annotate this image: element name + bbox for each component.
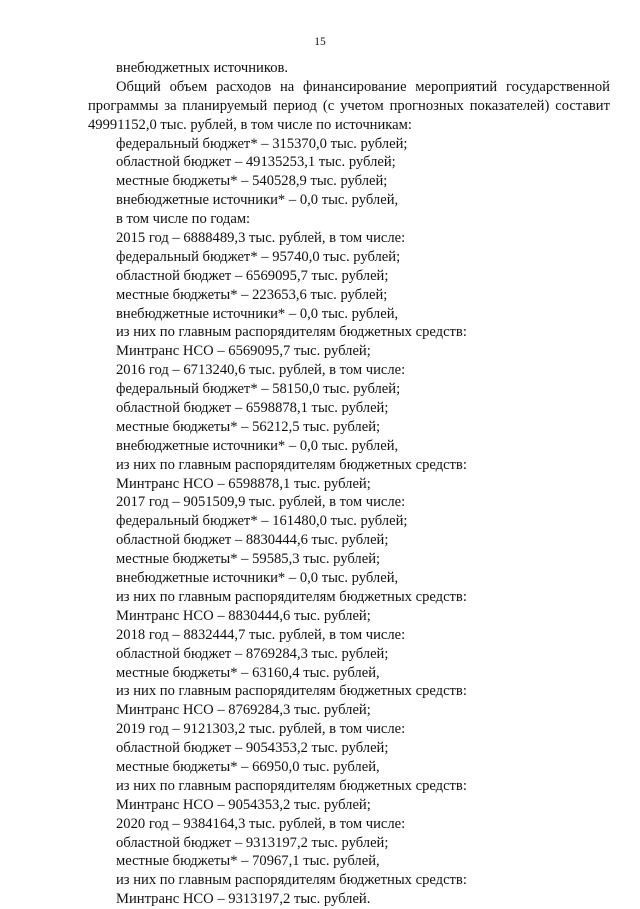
text-line: в том числе по годам:	[116, 211, 251, 228]
text-line: внебюджетные источники* – 0,0 тыс. рублей,	[116, 305, 399, 322]
year-heading-2019: 2019 год – 9121303,2 тыс. рублей, в том числе:	[116, 721, 406, 738]
text-line: Минтранс НСО – 6598878,1 тыс. рублей;	[116, 475, 371, 492]
text-line: федеральный бюджет* – 58150,0 тыс. рублей;	[116, 381, 401, 398]
page-number: 15	[314, 36, 326, 48]
paragraph-total-line-1: Общий объем расходов на финансирование мероприятий государственной	[116, 78, 610, 95]
text-line: местные бюджеты* – 66950,0 тыс. рублей,	[116, 758, 380, 775]
year-heading-2017: 2017 год – 9051509,9 тыс. рублей, в том числе:	[116, 494, 406, 511]
text-line: областной бюджет – 6598878,1 тыс. рублей;	[116, 400, 389, 417]
text-line: внебюджетные источники* – 0,0 тыс. рублей,	[116, 437, 399, 454]
text-line: Минтранс НСО – 8769284,3 тыс. рублей;	[116, 702, 371, 719]
text-line: местные бюджеты* – 70967,1 тыс. рублей,	[116, 853, 380, 870]
document-body	[88, 59, 610, 909]
text-line: местные бюджеты* – 56212,5 тыс. рублей;	[116, 418, 381, 435]
text-line: из них по главным распорядителям бюджетных средств:	[116, 588, 467, 605]
paragraph-total-line-3: 49991152,0 тыс. рублей, в том числе по источникам:	[88, 116, 412, 133]
text-line: местные бюджеты* – 59585,3 тыс. рублей;	[116, 551, 381, 568]
year-heading-2018: 2018 год – 8832444,7 тыс. рублей, в том числе:	[116, 626, 406, 643]
paragraph-total-line-2: программы за планируемый период (с учетом прогнозных показателей) составит	[88, 97, 610, 114]
text-line: федеральный бюджет* – 161480,0 тыс. рублей;	[116, 513, 408, 530]
text-line: федеральный бюджет* – 95740,0 тыс. рублей;	[116, 248, 401, 265]
text-line: областной бюджет – 9313197,2 тыс. рублей;	[116, 834, 389, 851]
text-line: местные бюджеты* – 223653,6 тыс. рублей;	[116, 286, 388, 303]
text-line: из них по главным распорядителям бюджетных средств:	[116, 777, 467, 794]
text-line: федеральный бюджет* – 315370,0 тыс. рублей;	[116, 135, 408, 152]
text-line: Минтранс НСО – 8830444,6 тыс. рублей;	[116, 607, 371, 624]
text-line: Минтранс НСО – 9054353,2 тыс. рублей;	[116, 796, 371, 813]
text-line: областной бюджет – 8830444,6 тыс. рублей;	[116, 532, 389, 549]
year-heading-2015: 2015 год – 6888489,3 тыс. рублей, в том числе:	[116, 230, 406, 247]
text-line: внебюджетные источники* – 0,0 тыс. рублей,	[116, 570, 399, 587]
text-line: местные бюджеты* – 540528,9 тыс. рублей;	[116, 173, 388, 190]
text-line: Минтранс НСО – 9313197,2 тыс. рублей.	[116, 891, 371, 908]
text-line: областной бюджет – 6569095,7 тыс. рублей;	[116, 267, 389, 284]
text-line: областной бюджет – 9054353,2 тыс. рублей;	[116, 740, 389, 757]
text-line: областной бюджет – 8769284,3 тыс. рублей;	[116, 645, 389, 662]
year-heading-2016: 2016 год – 6713240,6 тыс. рублей, в том числе:	[116, 362, 406, 379]
text-line: Минтранс НСО – 6569095,7 тыс. рублей;	[116, 343, 371, 360]
text-line: из них по главным распорядителям бюджетных средств:	[116, 456, 467, 473]
text-line: из них по главным распорядителям бюджетных средств:	[116, 872, 467, 889]
text-line: из них по главным распорядителям бюджетных средств:	[116, 324, 467, 341]
text-line: внебюджетные источники* – 0,0 тыс. рублей,	[116, 192, 399, 209]
year-heading-2020: 2020 год – 9384164,3 тыс. рублей, в том числе:	[116, 815, 406, 832]
text-line: областной бюджет – 49135253,1 тыс. рублей;	[116, 154, 396, 171]
text-line: внебюджетных источников.	[116, 60, 289, 76]
text-line: из них по главным распорядителям бюджетных средств:	[116, 683, 467, 700]
text-line: местные бюджеты* – 63160,4 тыс. рублей,	[116, 664, 380, 681]
